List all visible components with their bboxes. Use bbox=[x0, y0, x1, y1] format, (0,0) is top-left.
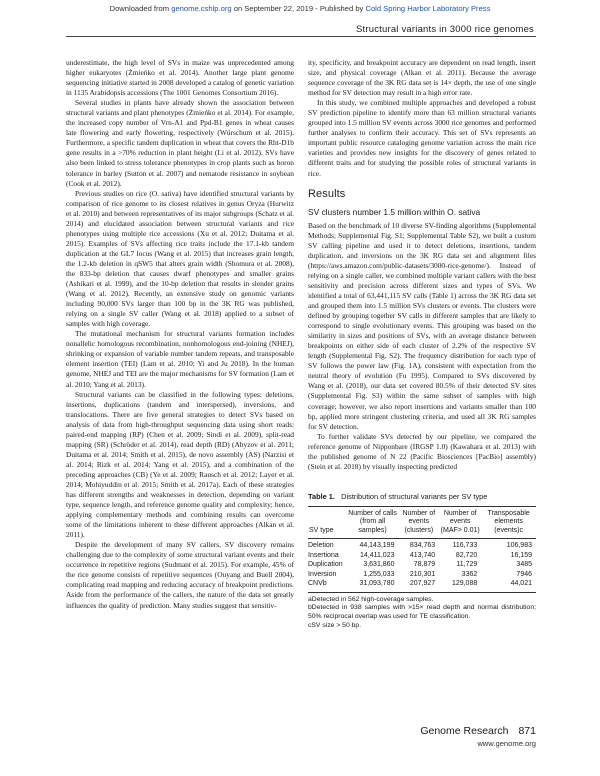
table-cell: 129,088 bbox=[451, 580, 478, 588]
paragraph: In this study, we combined multiple approaches and developed a robust SV prediction pipeline to identify more than 63 million structural variants grouped into 1.5 million SV events across 3000 rice genomes and performed further analyses to confirm their accuracy. This set of SVs represents an important public resource cataloging genome variation across the main rice varieties and provides new insights for the discovery of genes related to different traits and for studying the possible roles of structural variants in rice. bbox=[308, 98, 536, 178]
table-caption bbox=[308, 492, 536, 502]
table-label: Table 1. bbox=[308, 491, 335, 501]
table-row bbox=[308, 539, 536, 551]
paragraph: Structural variants can be classified in the following types: deletions, insertions, duplications (tandem and interspersed), inversions, and translocations. There are five general strategies to detect SVs based on analysis of data from high-throughput sequencing data using short reads: paired-end mapping (RP) (Chen et al. 2009; Sindi et al. 2009), split-read mapping (SR) (Schröder et al. 2014), read depth (RD) (Abyzov et al. 2011; Duitama et al. 2014; Smith et al. 2015), de novo assembly (AS) (Narzisi et al. 2014; Rizk et al. 2014; Yang et al. 2015), and a combination of the preceding approaches (CB) (Ye et al. 2009; Rausch et al. 2012; Layer et al. 2014; Mohiyuddin et al. 2015; Smith et al. 2017a). Each of these strategies has different strengths and weaknesses in detection, depending on variant type, sequence length, and reference genome quality and complexity; hence, applying complementary methods and combining results can overcome some of the limitations inherent to these different approaches (Alkan et al. 2011). bbox=[66, 389, 294, 540]
table-cell: 834,763 bbox=[409, 542, 436, 550]
table-cell: 3485 bbox=[516, 561, 532, 569]
paragraph: Several studies in plants have already shown the association between structural variants and plant phenotypes (Żmieńko et al. 2014). For example, the increased copy number of Vrn-A1 and Ppd-B1 genes in wheat causes late flowering and early flowering, respectively (Würschum et al. 2015). Furthermore, a specific tandem duplication in wheat that covers the Rht-D1b gene results in a >70% reduction in plant height (Li et al. 2012). SVs have also been linked to stress tolerance phenotypes in crop plants such as boron tolerance in barley (Sutton et al. 2007) and nematode resistance in soybean (Cook et al. 2012). bbox=[66, 98, 294, 188]
table-cell: 82,720 bbox=[455, 551, 478, 559]
journal-website[interactable]: www.genome.org bbox=[477, 739, 536, 748]
table-footnote: cSV size > 50 bp. bbox=[308, 621, 362, 629]
table-cell: 207,927 bbox=[409, 580, 436, 588]
sv-table bbox=[308, 506, 536, 593]
column-header: Number of calls (from all samples) bbox=[348, 509, 397, 534]
paragraph: Based on the benchmark of 10 diverse SV-finding algorithms (Supplemental Methods; Supplemental Fig. S1; Supplemental Table S2), we built a custom SV calling pipeline and used it to detect deletions, insertions, tandem duplication, and inversions on the 3K RG data set and alignment files (https://aws.amazon.com/public-datasets/3000-rice-genome/). Instead of relying on a single caller, we combined multiple variant callers with the best sensitivity and precision across different sizes and types of SVs. We identified a total of 63,441,115 SV calls (Table 1) across the 3K RG data set and grouped them into 1.5 million SVs clusters or events. The clusters were defined by grouping together SV calls in different samples that are likely to correspond to single evolutionary events. This grouping was based on the similarity in sizes and positions of SVs, with an average distance between breakpoints on either side of each cluster of 2.2% of the respective SV length (Supplemental Fig. S2). The frequency distribution for each type of SV follows the power law (Fig. 1A), consistent with expectation from the neutral theory of evolution (Fu 1995). Compared to SVs discovered by Wang et al. (2018), our data set covered 80.5% of their detected SV sites (Supplemental Fig. S3) within the same subset of samples with high coverage; however, we also report insertions and variants smaller than 100 bp, applied more stringent clustering criteria, and used all 3K RG samples for SV detection. bbox=[308, 220, 536, 431]
table-cell: 16,159 bbox=[510, 551, 532, 559]
table-cell: 210,301 bbox=[409, 570, 436, 578]
table-cell: 11,729 bbox=[456, 561, 478, 569]
page-number: 871 bbox=[518, 725, 536, 737]
column-header: Transposable elements (events)c bbox=[487, 509, 530, 534]
table-footnote: bDetected in 938 samples with >15× read depth and normal distribution; 50% reciprocal overlap was used for TE classification. bbox=[308, 604, 536, 621]
table-cell: 14,411,023 bbox=[359, 551, 395, 559]
table-cell: 44,021 bbox=[510, 580, 532, 588]
table-cell: Inversion bbox=[308, 570, 337, 578]
table-1 bbox=[308, 492, 536, 630]
paragraph: The mutational mechanism for structural variants formation includes nonallelic homologous recombination, nonhomologous end-joining (NHEJ), shrinking or expansion of variable number tandem repeats, and transposable element insertion (TEI) (Lam et al. 2010; Yi and Ju 2018). In the human genome, NHEJ and TEI are the major mechanisms for SV formation (Lam et al. 2010; Yang et al. 2013). bbox=[66, 329, 294, 389]
table-row bbox=[308, 560, 536, 570]
download-prefix: Downloaded from bbox=[109, 4, 170, 13]
table-row bbox=[308, 551, 536, 561]
subsection-title: SV clusters number 1.5 million within O. sativa bbox=[308, 206, 481, 217]
download-suffix: on September 22, 2019 - Published by bbox=[233, 4, 364, 13]
table-cell: Insertiona bbox=[308, 551, 339, 559]
paragraph: ity, specificity, and breakpoint accuracy are dependent on read length, insert size, and physical coverage (Alkan et al. 2011). Because the average sequence coverage of the 3K RG data set is 14× depth, the use of one single method for SV detection may result in a high error rate. bbox=[308, 58, 536, 98]
paragraph: underestimate, the high level of SVs in maize was unprecedented among higher eukaryotes (Żmieńko et al. 2014). Another large plant genome sequencing initiative started in 2008 developed a catalog of genetic variation in 1135 Arabidopsis accessions (The 1001 Genomes Consortium 2016). bbox=[66, 58, 294, 98]
table-cell: 7946 bbox=[516, 570, 532, 578]
table-cell: 44,143,199 bbox=[359, 542, 395, 550]
download-site-link[interactable]: genome.cshlp.org bbox=[171, 4, 232, 13]
publisher-link[interactable]: Cold Spring Harbor Laboratory Press bbox=[365, 4, 491, 13]
paragraph: Previous studies on rice (O. sativa) have identified structural variants by comparison of rice genome to its closest relatives in genus Oryza (Hurwitz et al. 2010) and between representatives of its major subgroups (Schatz et al. 2014) and elucidated association between structural variants and rice phenotypes using multiple rice accessions (Xu et al. 2012; Duitama et al. 2015). Examples of SVs affecting rice traits include the 17.1-kb tandem duplication at the GL7 locus (Wang et al. 2015) that increases grain length, the 1.2-kb deletion in qSW5 that alters grain width (Shomura et al. 2008), the 833-bp deletion that causes dwarf phenotypes and smaller grains (Ashikari et al. 1999), and the 10-bp deletion that results in slender grains (Wang et al. 2012). Recently, an extensive study on genomic variants including 90,000 SVs larger than 100 bp in the 3K RG was published, relying on a single SV caller (Wang et al. 2018) applied to a subset of samples with high coverage. bbox=[66, 188, 294, 329]
journal-name: Genome Research bbox=[420, 725, 509, 737]
page-footer bbox=[418, 725, 536, 748]
table-footnote: aDetected in 562 high-coverage samples. bbox=[308, 595, 434, 603]
table-cell: 413,740 bbox=[409, 551, 436, 559]
table-cell: 3362 bbox=[461, 570, 478, 578]
column-header: SV type bbox=[309, 526, 334, 534]
right-column bbox=[308, 58, 536, 630]
table-cell: 31,093,780 bbox=[359, 580, 395, 588]
paragraph: To further validate SVs detected by our pipeline, we compared the reference genome of Nipponbare (IRGSP 1.0) (Kawahara et al. 2013) with the published genome of N 22 (Pacific Biosciences [PacBio] assembly) (Stein et al. 2018) by visually inspecting predicted bbox=[308, 431, 536, 471]
table-cell: 78,879 bbox=[413, 561, 436, 569]
download-banner bbox=[0, 4, 600, 13]
section-title-results: Results bbox=[308, 187, 346, 200]
table-cell: 116,733 bbox=[452, 542, 478, 550]
table-cell: 3,631,860 bbox=[363, 561, 395, 569]
table-cell: Duplication bbox=[308, 561, 343, 569]
table-cell: Deletion bbox=[308, 542, 334, 550]
table-cell: 1,255,033 bbox=[363, 570, 395, 578]
table-row bbox=[308, 579, 536, 592]
running-head: Structural variants in 3000 rice genomes bbox=[355, 24, 534, 35]
table-footnotes bbox=[308, 596, 536, 630]
left-column bbox=[66, 58, 294, 611]
header-rule bbox=[66, 36, 536, 37]
table-header-row bbox=[308, 506, 536, 539]
table-cell: CNVb bbox=[308, 580, 327, 588]
column-header: Number of events (MAF> 0.01) bbox=[440, 509, 480, 534]
paragraph: Despite the development of many SV callers, SV discovery remains challenging due to the complexity of some structural variant events and their occurrence in repetitive regions (Sudmant et al. 2015). For example, 45% of the rice genome consists of repetitive sequences (Ouyang and Buell 2004), complicating read mapping and reducing accuracy of breakpoint predictions. Aside from the performance of the callers, the nature of the data set greatly influences the quality of prediction. Many studies suggest that sensitiv- bbox=[66, 540, 294, 610]
table-cell: 106,983 bbox=[506, 542, 532, 550]
table-row bbox=[308, 570, 536, 580]
table-title: Distribution of structural variants per SV type bbox=[341, 491, 488, 501]
column-header: Number of events (clusters) bbox=[402, 509, 436, 534]
